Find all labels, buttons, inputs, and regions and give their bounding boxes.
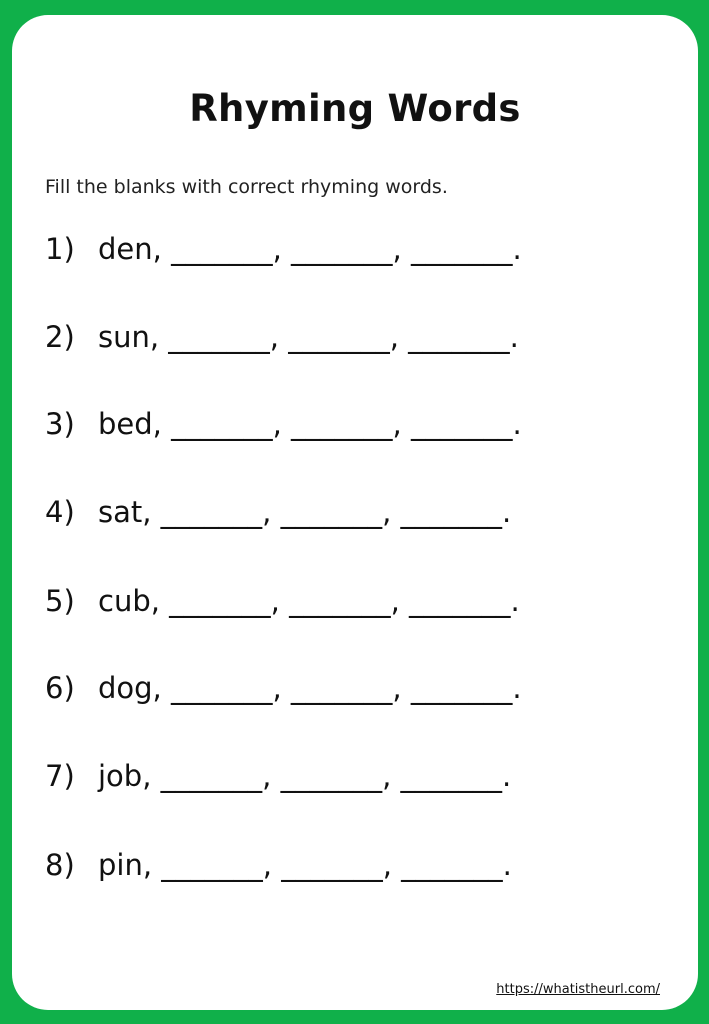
question-4 (45, 492, 511, 532)
question-text: den, _______, _______, _______. (98, 232, 522, 266)
question-7 (45, 756, 511, 796)
page-title: Rhyming Words (189, 87, 521, 130)
question-number: 3) (45, 407, 75, 441)
question-1 (45, 229, 522, 269)
question-text: bed, _______, _______, _______. (98, 407, 522, 441)
question-number: 6) (45, 671, 75, 705)
question-6 (45, 668, 522, 708)
question-number: 8) (45, 848, 75, 882)
instructions-text: Fill the blanks with correct rhyming words. (45, 176, 448, 198)
question-number: 5) (45, 584, 75, 618)
question-text: sun, _______, _______, _______. (98, 320, 519, 354)
question-number: 2) (45, 320, 75, 354)
question-number: 1) (45, 232, 75, 266)
question-text: pin, _______, _______, _______. (98, 848, 512, 882)
question-text: dog, _______, _______, _______. (98, 671, 522, 705)
question-number: 7) (45, 759, 75, 793)
footer-url-link[interactable]: https://whatistheurl.com/ (496, 982, 660, 997)
question-text: sat, _______, _______, _______. (98, 495, 512, 529)
question-text: cub, _______, _______, _______. (98, 584, 520, 618)
question-text: job, _______, _______, _______. (98, 759, 512, 793)
question-number: 4) (45, 495, 75, 529)
question-5 (45, 581, 520, 621)
worksheet-card (12, 15, 698, 1010)
question-2 (45, 317, 519, 357)
question-3 (45, 404, 522, 444)
question-8 (45, 845, 512, 885)
